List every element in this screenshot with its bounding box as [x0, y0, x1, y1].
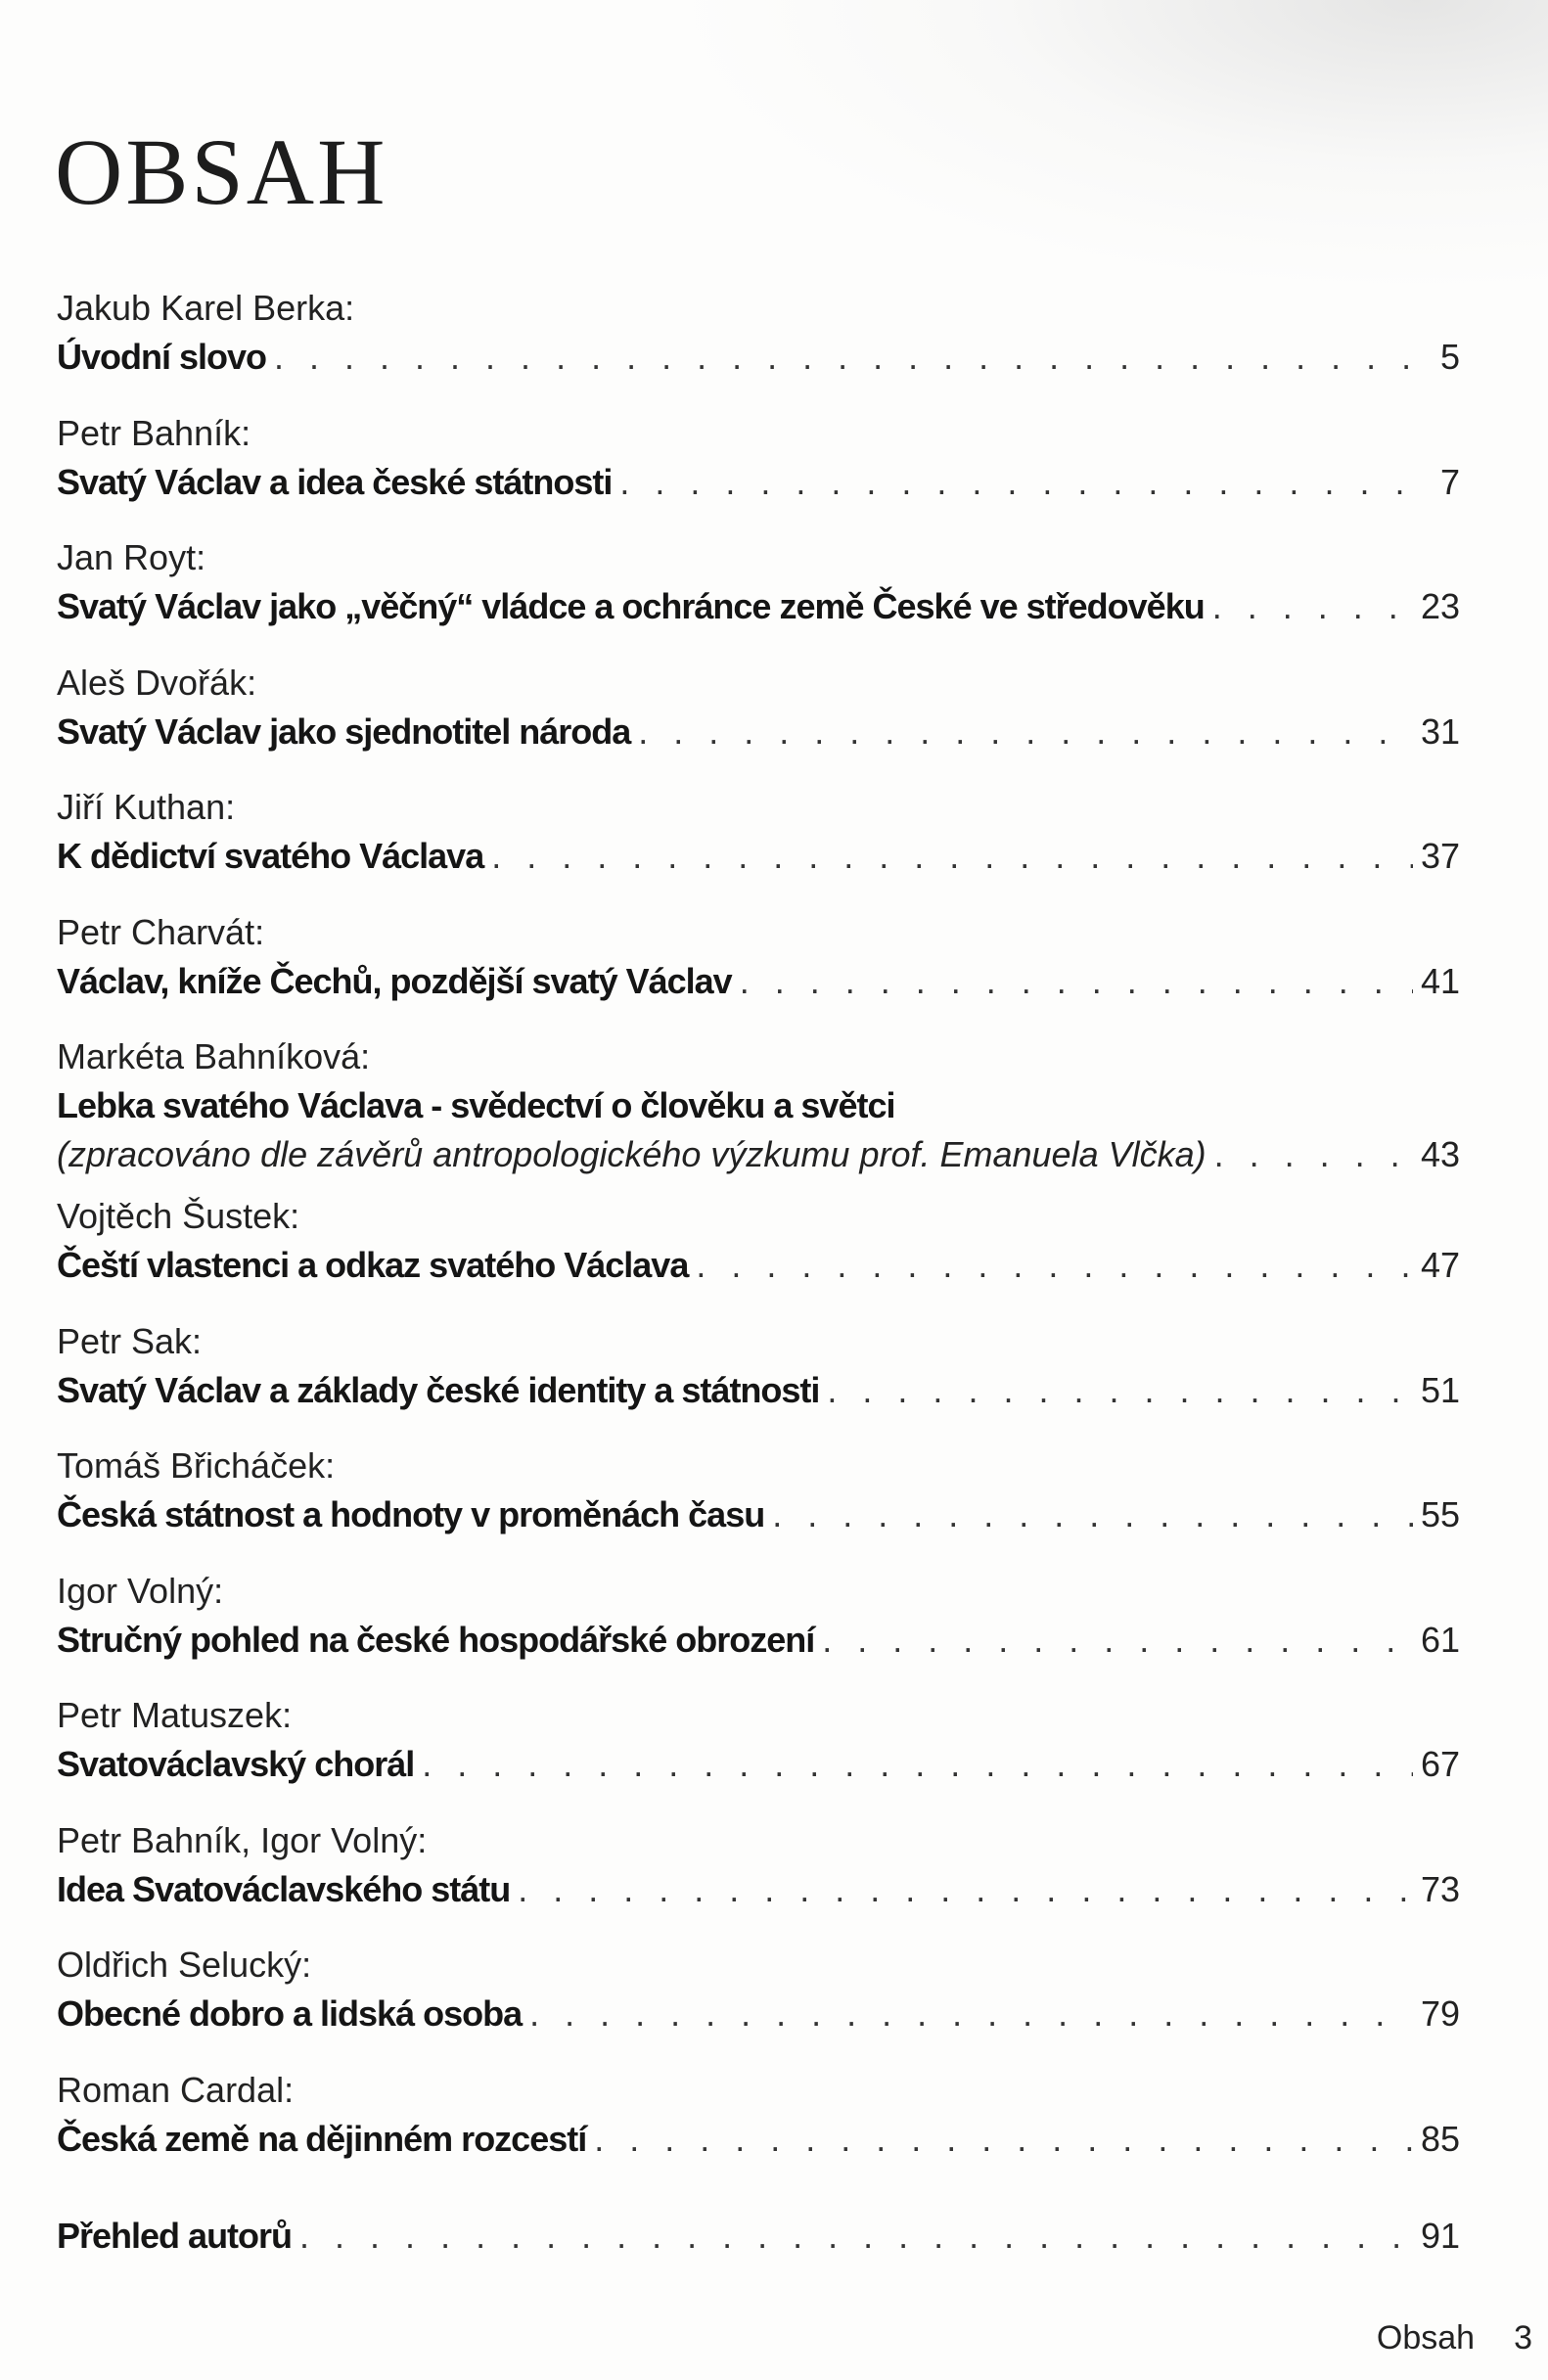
toc-page: 51 [1420, 1369, 1460, 1410]
dot-leader [619, 458, 1413, 507]
dot-leader [422, 1740, 1413, 1789]
dot-leader [740, 957, 1413, 1006]
dot-leader [638, 708, 1413, 756]
toc-author: Petr Bahník: [57, 412, 251, 453]
toc-row [57, 1740, 1460, 1789]
page-number: 3 [1514, 2319, 1532, 2357]
dot-leader [594, 2115, 1413, 2164]
toc-page: 79 [1420, 1993, 1460, 2034]
toc-title: Česká státnost a hodnoty v proměnách času [57, 1494, 765, 1534]
toc-row [57, 1241, 1460, 1290]
toc-row [57, 458, 1460, 507]
dot-leader [518, 1865, 1413, 1914]
toc-title: Čeští vlastenci a odkaz svatého Václava [57, 1245, 689, 1285]
toc-page: 47 [1420, 1245, 1460, 1285]
toc-title: Úvodní slovo [57, 337, 267, 377]
toc-title: Lebka svatého Václava - svědectví o člověku a světci [57, 1085, 895, 1125]
toc-author: Igor Volný: [57, 1570, 224, 1611]
dot-leader [299, 2212, 1413, 2261]
toc-entry[interactable] [57, 2066, 1460, 2191]
toc-row [57, 1990, 1460, 2038]
toc-author: Petr Matuszek: [57, 1695, 293, 1735]
page-footer [1377, 2319, 1532, 2357]
toc-entry[interactable] [57, 1567, 1460, 1692]
toc-author: Petr Sak: [57, 1320, 203, 1361]
toc-row [57, 1366, 1460, 1415]
dot-leader [491, 832, 1413, 881]
toc-title: Svatý Václav a idea české státnosti [57, 461, 613, 502]
toc-author: Roman Cardal: [57, 2069, 295, 2110]
toc-entry[interactable] [57, 533, 1460, 659]
toc-author: Jiří Kuthan: [57, 787, 236, 827]
page-title: OBSAH [55, 119, 388, 224]
toc-row [57, 957, 1460, 1006]
toc-author: Aleš Dvořák: [57, 662, 257, 703]
toc-page: 37 [1420, 836, 1460, 876]
toc-row [57, 1130, 1460, 1179]
toc-entry[interactable] [57, 1317, 1460, 1442]
page-shadow [667, 0, 1548, 294]
dot-leader [827, 1366, 1413, 1415]
dot-leader [274, 333, 1413, 382]
toc-author: Tomáš Břicháček: [57, 1445, 336, 1486]
toc-title: Svatováclavský chorál [57, 1744, 415, 1784]
toc-page: 23 [1420, 586, 1460, 626]
toc-entry[interactable] [57, 783, 1460, 908]
toc-title: Svatý Václav jako sjednotitel národa [57, 710, 631, 752]
toc-entry[interactable] [57, 1941, 1460, 2066]
toc-row [57, 1865, 1460, 1914]
dot-leader [822, 1616, 1413, 1665]
toc-entry[interactable] [57, 908, 1460, 1033]
dot-leader [1214, 1130, 1413, 1179]
toc-entry[interactable] [57, 1816, 1460, 1942]
toc-title: K dědictví svatého Václava [57, 836, 484, 876]
toc-page: 31 [1420, 710, 1460, 752]
toc-page: 73 [1420, 1868, 1460, 1909]
toc-title: Přehled autorů [57, 2216, 293, 2256]
toc-entry[interactable] [57, 1691, 1460, 1816]
toc-page: 43 [1420, 1134, 1460, 1174]
toc-entry[interactable] [57, 659, 1460, 784]
footer-label: Obsah [1376, 2319, 1476, 2357]
toc-author: Oldřich Selucký: [57, 1945, 312, 1985]
toc-row [57, 1490, 1460, 1539]
toc-page: 61 [1420, 1619, 1460, 1660]
toc-title: Svatý Václav jako „věčný“ vládce a ochránce země České ve středověku [57, 586, 1205, 626]
table-of-contents [57, 284, 1460, 2337]
toc-title: Stručný pohled na české hospodářské obrození [57, 1619, 815, 1660]
dot-leader [1212, 582, 1413, 631]
spacer [57, 2190, 1460, 2212]
dot-leader [696, 1241, 1413, 1290]
toc-row [57, 1616, 1460, 1665]
toc-row [57, 2115, 1460, 2164]
toc-page: 7 [1439, 461, 1460, 502]
toc-subtitle: (zpracováno dle závěrů antropologického výzkumu prof. Emanuela Vlčka) [57, 1134, 1207, 1174]
toc-page: 91 [1420, 2216, 1460, 2256]
toc-row [57, 582, 1460, 631]
toc-title: Obecné dobro a lidská osoba [57, 1993, 523, 2034]
toc-title: Idea Svatováclavského státu [57, 1868, 511, 1909]
toc-author: Markéta Bahníková: [57, 1036, 371, 1076]
toc-row [57, 708, 1460, 756]
toc-row [57, 333, 1460, 382]
toc-entry[interactable] [57, 1032, 1460, 1192]
toc-author: Vojtěch Šustek: [57, 1196, 300, 1236]
toc-row [57, 832, 1460, 881]
toc-row [57, 2212, 1460, 2261]
toc-page: 55 [1420, 1494, 1460, 1534]
toc-entry[interactable] [57, 1442, 1460, 1567]
toc-title: Česká země na dějinném rozcestí [57, 2118, 587, 2159]
toc-author: Petr Charvát: [57, 911, 265, 952]
toc-entry-authors-overview[interactable] [57, 2212, 1460, 2337]
toc-page: 67 [1420, 1744, 1460, 1784]
toc-title: Svatý Václav a základy české identity a státnosti [57, 1369, 820, 1410]
toc-entry[interactable] [57, 409, 1460, 534]
toc-page: 5 [1439, 337, 1460, 377]
toc-page: 41 [1420, 960, 1460, 1001]
toc-author: Petr Bahník, Igor Volný: [57, 1819, 428, 1860]
toc-entry[interactable] [57, 1192, 1460, 1317]
dot-leader [529, 1990, 1413, 2038]
toc-author: Jan Royt: [57, 537, 206, 577]
toc-page: 85 [1420, 2118, 1460, 2159]
toc-author: Jakub Karel Berka: [57, 288, 355, 328]
dot-leader [772, 1490, 1413, 1539]
toc-entry[interactable] [57, 284, 1460, 409]
toc-title: Václav, kníže Čechů, pozdější svatý Václav [57, 960, 732, 1001]
